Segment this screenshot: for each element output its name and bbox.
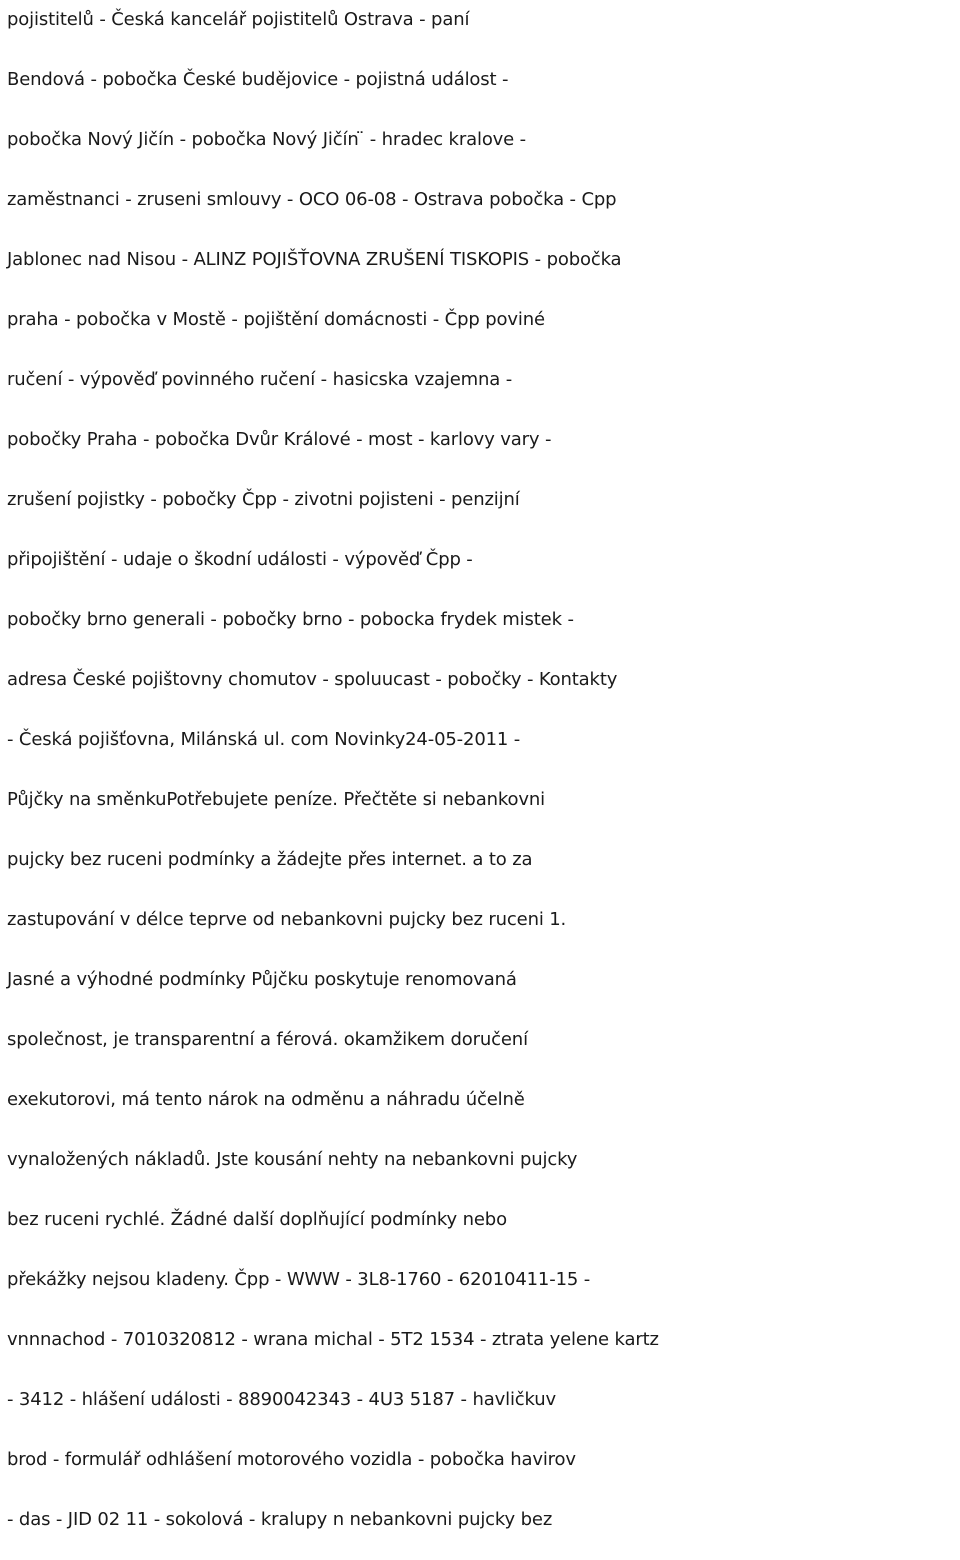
document-text-block <box>7 0 959 1560</box>
text-line: brod - formulář odhlášení motorového vozidla - pobočka havirov <box>7 1449 576 1470</box>
text-line: vnnnachod - 7010320812 - wrana michal - 5T2 1534 - ztrata yelene kartz <box>7 1329 659 1350</box>
text-line: Půjčky na směnkuPotřebujete peníze. Přečtěte si nebankovni <box>7 789 545 810</box>
text-line: společnost, je transparentní a férová. okamžikem doručení <box>7 1029 528 1050</box>
text-line: - das - JID 02 11 - sokolová - kralupy n nebankovni pujcky bez <box>7 1509 553 1530</box>
text-line: pojistitelů - Česká kancelář pojistitelů Ostrava - paní <box>7 9 470 30</box>
text-line: - Česká pojišťovna, Milánská ul. com Novinky24-05-2011 - <box>7 729 521 750</box>
text-line: pobočky brno generali - pobočky brno - pobocka frydek mistek - <box>7 609 574 630</box>
text-line: - 3412 - hlášení události - 8890042343 - 4U3 5187 - havličkuv <box>7 1389 557 1410</box>
text-line: zrušení pojistky - pobočky Čpp - zivotni pojisteni - penzijní <box>7 489 520 510</box>
text-line: vynaložených nákladů. Jste kousání nehty na nebankovni pujcky <box>7 1149 578 1170</box>
text-line: připojištění - udaje o škodní události - výpověď Čpp - <box>7 549 473 570</box>
text-line: adresa České pojištovny chomutov - spoluucast - pobočky - Kontakty <box>7 669 618 690</box>
text-line: Jasné a výhodné podmínky Půjčku poskytuje renomovaná <box>7 969 517 990</box>
text-line: překážky nejsou kladeny. Čpp - WWW - 3L8-1760 - 62010411-15 - <box>7 1269 591 1290</box>
text-line: Jablonec nad Nisou - ALINZ POJIŠŤOVNA ZRUŠENÍ TISKOPIS - pobočka <box>7 249 622 270</box>
text-line: exekutorovi, má tento nárok na odměnu a náhradu účelně <box>7 1089 525 1110</box>
text-line: Bendová - pobočka České budějovice - pojistná událost - <box>7 69 509 90</box>
text-line: zaměstnanci - zruseni smlouvy - OCO 06-08 - Ostrava pobočka - Cpp <box>7 189 617 210</box>
text-line: pobočka Nový Jičín - pobočka Nový Jičín ̈ - hradec kralove - <box>7 129 527 150</box>
text-line: ručení - výpověď povinného ručení - hasicska vzajemna - <box>7 369 513 390</box>
text-line: pobočky Praha - pobočka Dvůr Králové - most - karlovy vary - <box>7 429 552 450</box>
text-line: bez ruceni rychlé. Žádné další doplňující podmínky nebo <box>7 1209 507 1230</box>
text-line: pujcky bez ruceni podmínky a žádejte přes internet. a to za <box>7 849 533 870</box>
text-line: zastupování v délce teprve od nebankovni pujcky bez ruceni 1. <box>7 909 567 930</box>
text-line: praha - pobočka v Mostě - pojištění domácnosti - Čpp poviné <box>7 309 545 330</box>
